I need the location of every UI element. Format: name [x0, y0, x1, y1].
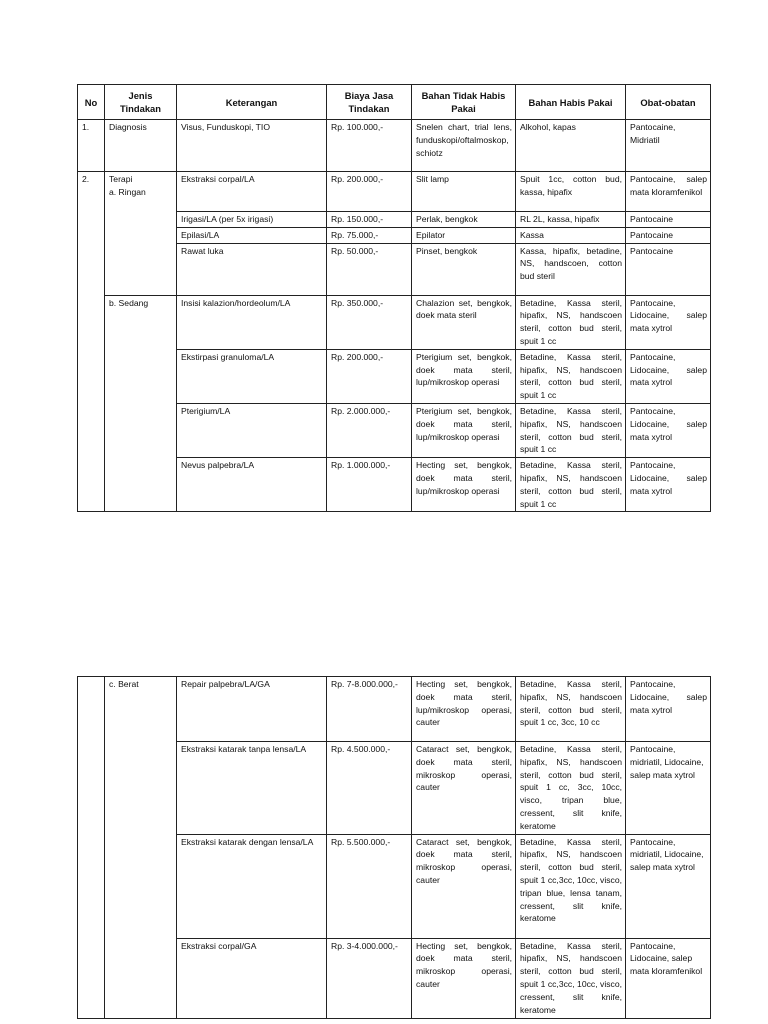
group-label-terapi: Terapi: [109, 174, 133, 184]
cell-bahan-habis-pakai: Kassa, hipafix, betadine, NS, handscoen, cotton bud steril: [516, 243, 626, 295]
cell-keterangan: Ekstraksi corpal/GA: [177, 938, 327, 1018]
cell-keterangan: Nevus palpebra/LA: [177, 458, 327, 512]
cell-obat: Pantocaine: [626, 227, 711, 243]
cell-bahan-tidak-habis-pakai: Hecting set, bengkok, doek mata steril, lup/mikroskop operasi: [412, 458, 516, 512]
cell-bahan-habis-pakai: Alkohol, kapas: [516, 120, 626, 172]
table-header-row: [78, 85, 711, 120]
cell-jenis: Diagnosis: [105, 120, 177, 172]
cell-biaya: Rp. 75.000,-: [327, 227, 412, 243]
group-label-ringan: a. Ringan: [109, 186, 146, 197]
cell-keterangan: Ekstraksi katarak tanpa lensa/LA: [177, 742, 327, 835]
cell-bahan-tidak-habis-pakai: Epilator: [412, 227, 516, 243]
procedure-table-page-2: [77, 676, 711, 1019]
procedure-table-page-1: [77, 84, 711, 512]
cell-biaya: Rp. 50.000,-: [327, 243, 412, 295]
cell-biaya: Rp. 3-4.000.000,-: [327, 938, 412, 1018]
cell-obat: Pantocaine, Lidocaine, salep mata xytrol: [626, 458, 711, 512]
cell-keterangan: Repair palpebra/LA/GA: [177, 677, 327, 742]
cell-obat: Pantocaine, Lidocaine, salep mata xytrol: [626, 349, 711, 403]
cell-keterangan: Insisi kalazion/hordeolum/LA: [177, 295, 327, 349]
header-jenis-tindakan: Jenis Tindakan: [105, 85, 177, 120]
cell-jenis-group: [105, 172, 177, 296]
cell-keterangan: Epilasi/LA: [177, 227, 327, 243]
table-row: [78, 120, 711, 172]
cell-bahan-habis-pakai: Betadine, Kassa steril, hipafix, NS, handscoen steril, cotton bud steril, spuit 1 cc, 3cc, 10cc, visco, tripan blue, cressent, slit knife, keratome: [516, 742, 626, 835]
cell-bahan-tidak-habis-pakai: Hecting set, bengkok, doek mata steril, mikroskop operasi, cauter: [412, 938, 516, 1018]
cell-bahan-habis-pakai: Betadine, Kassa steril, hipafix, NS, handscoen steril, cotton bud steril, spuit 1 cc: [516, 349, 626, 403]
cell-biaya: Rp. 350.000,-: [327, 295, 412, 349]
cell-biaya: Rp. 1.000.000,-: [327, 458, 412, 512]
cell-bahan-habis-pakai: Betadine, Kassa steril, hipafix, NS, handscoen steril, cotton bud steril, spuit 1 cc: [516, 458, 626, 512]
cell-no: 2.: [78, 172, 105, 512]
cell-obat: Pantocaine, midriatil, Lidocaine, salep mata xytrol: [626, 834, 711, 938]
header-no: No: [78, 85, 105, 120]
cell-biaya: Rp. 4.500.000,-: [327, 742, 412, 835]
header-bahan-tidak-habis-pakai: Bahan Tidak Habis Pakai: [412, 85, 516, 120]
cell-no: 1.: [78, 120, 105, 172]
cell-obat: Pantocaine, Midriatil: [626, 120, 711, 172]
cell-bahan-habis-pakai: Betadine, Kassa steril, hipafix, NS, handscoen steril, cotton bud steril, spuit 1 cc, 3cc, 10 cc: [516, 677, 626, 742]
cell-biaya: Rp. 200.000,-: [327, 349, 412, 403]
cell-bahan-tidak-habis-pakai: Chalazion set, bengkok, doek mata steril: [412, 295, 516, 349]
cell-obat: Pantocaine, midriatil, Lidocaine, salep mata xytrol: [626, 742, 711, 835]
cell-bahan-tidak-habis-pakai: Hecting set, bengkok, doek mata steril, lup/mikroskop operasi, cauter: [412, 677, 516, 742]
cell-obat: Pantocaine, Lidocaine, salep mata xytrol: [626, 295, 711, 349]
table-row: [78, 295, 711, 349]
cell-jenis-group: c. Berat: [105, 677, 177, 1019]
cell-bahan-tidak-habis-pakai: Pinset, bengkok: [412, 243, 516, 295]
cell-keterangan: Irigasi/LA (per 5x irigasi): [177, 212, 327, 228]
cell-bahan-tidak-habis-pakai: Snelen chart, trial lens, funduskopi/oftalmoskop, schiotz: [412, 120, 516, 172]
header-obat-obatan: Obat-obatan: [626, 85, 711, 120]
cell-jenis-group: b. Sedang: [105, 295, 177, 512]
cell-keterangan: Visus, Funduskopi, TIO: [177, 120, 327, 172]
cell-bahan-habis-pakai: Betadine, Kassa steril, hipafix, NS, handscoen steril, cotton bud steril, spuit 1 cc: [516, 295, 626, 349]
cell-bahan-tidak-habis-pakai: Perlak, bengkok: [412, 212, 516, 228]
cell-bahan-tidak-habis-pakai: Slit lamp: [412, 172, 516, 212]
header-bahan-habis-pakai: Bahan Habis Pakai: [516, 85, 626, 120]
cell-biaya: Rp. 150.000,-: [327, 212, 412, 228]
cell-obat: Pantocaine: [626, 243, 711, 295]
cell-biaya: Rp. 200.000,-: [327, 172, 412, 212]
cell-no: [78, 677, 105, 1019]
cell-biaya: Rp. 5.500.000,-: [327, 834, 412, 938]
cell-keterangan: Pterigium/LA: [177, 403, 327, 457]
header-biaya-jasa: Biaya Jasa Tindakan: [327, 85, 412, 120]
cell-bahan-tidak-habis-pakai: Pterigium set, bengkok, doek mata steril, lup/mikroskop operasi: [412, 403, 516, 457]
cell-obat: Pantocaine, Lidocaine, salep mata xytrol: [626, 677, 711, 742]
table-row: [78, 677, 711, 742]
cell-obat: Pantocaine, salep mata kloramfenikol: [626, 172, 711, 212]
cell-bahan-habis-pakai: RL 2L, kassa, hipafix: [516, 212, 626, 228]
cell-bahan-tidak-habis-pakai: Pterigium set, bengkok, doek mata steril, lup/mikroskop operasi: [412, 349, 516, 403]
cell-bahan-habis-pakai: Spuit 1cc, cotton bud, kassa, hipafix: [516, 172, 626, 212]
cell-biaya: Rp. 7-8.000.000,-: [327, 677, 412, 742]
cell-keterangan: Ekstraksi corpal/LA: [177, 172, 327, 212]
cell-bahan-habis-pakai: Betadine, Kassa steril, hipafix, NS, handscoen steril, cotton bud steril, spuit 1 cc,3cc, 10cc, visco, cressent, slit knife, keratome: [516, 938, 626, 1018]
cell-keterangan: Rawat luka: [177, 243, 327, 295]
cell-bahan-habis-pakai: Betadine, Kassa steril, hipafix, NS, handscoen steril, cotton bud steril, spuit 1 cc,3cc, 10cc, visco, tripan blue, lensa tanam, cressent, slit knife, keratome: [516, 834, 626, 938]
cell-biaya: Rp. 100.000,-: [327, 120, 412, 172]
cell-keterangan: Ekstirpasi granuloma/LA: [177, 349, 327, 403]
cell-obat: Pantocaine, Lidocaine, salep mata xytrol: [626, 403, 711, 457]
cell-biaya: Rp. 2.000.000,-: [327, 403, 412, 457]
cell-obat: Pantocaine, Lidocaine, salep mata kloramfenikol: [626, 938, 711, 1018]
cell-bahan-tidak-habis-pakai: Cataract set, bengkok, doek mata steril, mikroskop operasi, cauter: [412, 834, 516, 938]
cell-keterangan: Ekstraksi katarak dengan lensa/LA: [177, 834, 327, 938]
cell-bahan-tidak-habis-pakai: Cataract set, bengkok, doek mata steril, mikroskop operasi, cauter: [412, 742, 516, 835]
cell-bahan-habis-pakai: Kassa: [516, 227, 626, 243]
cell-bahan-habis-pakai: Betadine, Kassa steril, hipafix, NS, handscoen steril, cotton bud steril, spuit 1 cc: [516, 403, 626, 457]
table-row: [78, 172, 711, 212]
cell-obat: Pantocaine: [626, 212, 711, 228]
header-keterangan: Keterangan: [177, 85, 327, 120]
